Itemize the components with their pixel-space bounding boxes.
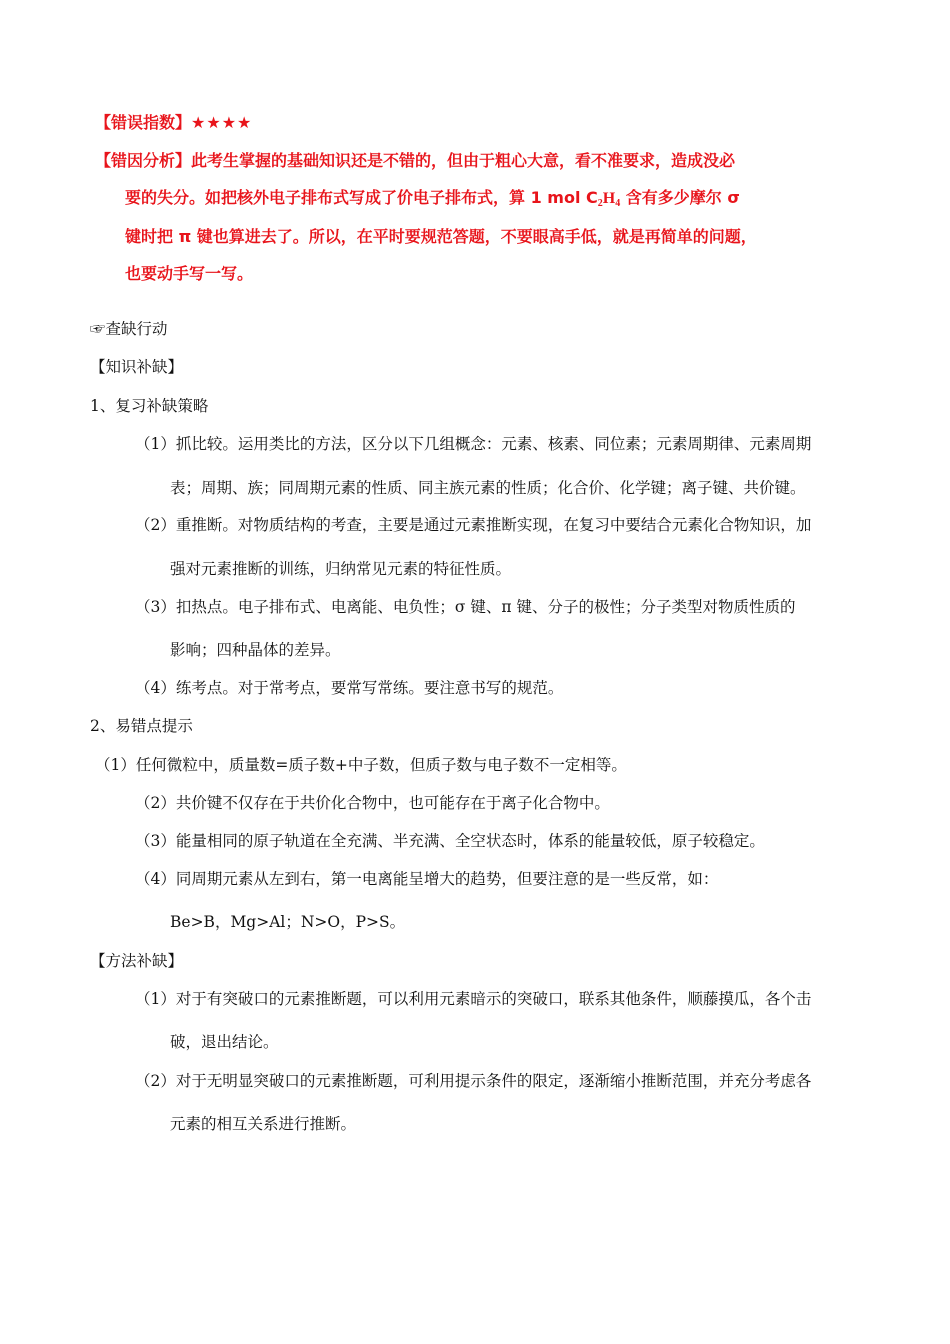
error-index-line [95,113,252,133]
section-1-title: 1、复习补缺策略 [90,397,209,415]
strategy-item-1-cont: 表；周期、族；同周期元素的性质、同主族元素的性质；化合价、化学键；离子键、共价键。 [170,479,806,497]
tip-item-2: （2）共价键不仅存在于共价化合物中，也可能存在于离子化合物中。 [135,794,610,812]
strategy-item-2 [135,515,811,535]
error-analysis-text-1: 此考生掌握的基础知识还是不错的，但由于粗心大意，看不准要求，造成没必 [191,151,736,170]
item-number: （3） [135,598,176,616]
method-item-2 [135,1071,811,1091]
error-analysis-line-3: 键时把 π 键也算进去了。所以，在平时要规范答题，不要眼高手低，就是再简单的问题， [125,227,757,246]
item-text: 扣热点。电子排布式、电离能、电负性；σ 键、π 键、分子的极性；分子类型对物质性质的 [175,598,796,616]
method-item-1-cont: 破，退出结论。 [170,1033,279,1051]
item-number: （1） [135,990,176,1008]
tip-item-1: （1）任何微粒中，质量数=质子数+中子数，但质子数与电子数不一定相等。 [95,756,627,774]
item-number: （4） [135,679,176,697]
strategy-item-2-cont: 强对元素推断的训练，归纳常见元素的特征性质。 [170,560,512,578]
item-text: 对于有突破口的元素推断题，可以利用元素暗示的突破口，联系其他条件，顺藤摸瓜，各个击 [175,990,812,1008]
formula-h: H [602,190,616,207]
method-item-2-cont: 元素的相互关系进行推断。 [170,1115,357,1133]
method-item-1 [135,989,811,1009]
item-number: （1） [135,435,176,453]
item-text: 重推断。对物质结构的考查，主要是通过元素推断实现，在复习中要结合元素化合物知识，加 [175,516,812,534]
tip-item-4: （4）同周期元素从左到右，第一电离能呈增大的趋势，但要注意的是一些反常，如： [135,870,719,888]
error-analysis-text-2b: 含有多少摩尔 σ [625,188,740,207]
tip-item-4-examples: Be>B，Mg>Al；N>O，P>S。 [170,913,406,931]
strategy-item-3 [135,597,796,617]
item-text: 抓比较。运用类比的方法，区分以下几组概念：元素、核素、同位素；元素周期律、元素周期 [175,435,812,453]
error-analysis-label: 【错因分析】 [95,151,192,170]
error-analysis-text-2a: 要的失分。如把核外电子排布式写成了价电子排布式，算 1 mol C [125,188,598,207]
strategy-item-4 [135,678,563,698]
star-rating: ★★★★ [191,113,253,132]
error-analysis-line-2 [125,188,740,214]
item-number: （2） [135,1072,176,1090]
error-analysis-line-4: 也要动手写一写。 [125,264,254,283]
method-heading: 【方法补缺】 [90,952,184,970]
subscript-4: 4 [615,198,621,209]
strategy-item-1 [135,434,811,454]
item-text: 练考点。对于常考点，要常写常练。要注意书写的规范。 [175,679,564,697]
knowledge-heading: 【知识补缺】 [90,358,184,376]
item-text: 对于无明显突破口的元素推断题，可利用提示条件的限定，逐渐缩小推断范围，并充分考虑各 [175,1072,812,1090]
section-2-title: 2、易错点提示 [90,717,193,735]
error-index-label: 【错误指数】 [95,113,192,132]
strategy-item-3-cont: 影响；四种晶体的差异。 [170,641,341,659]
error-analysis-line-1 [95,151,735,171]
subscript-2: 2 [597,198,603,209]
item-number: （2） [135,516,176,534]
action-title: ☞查缺行动 [90,320,168,338]
tip-item-3: （3）能量相同的原子轨道在全充满、半充满、全空状态时，体系的能量较低，原子较稳定。 [135,832,765,850]
